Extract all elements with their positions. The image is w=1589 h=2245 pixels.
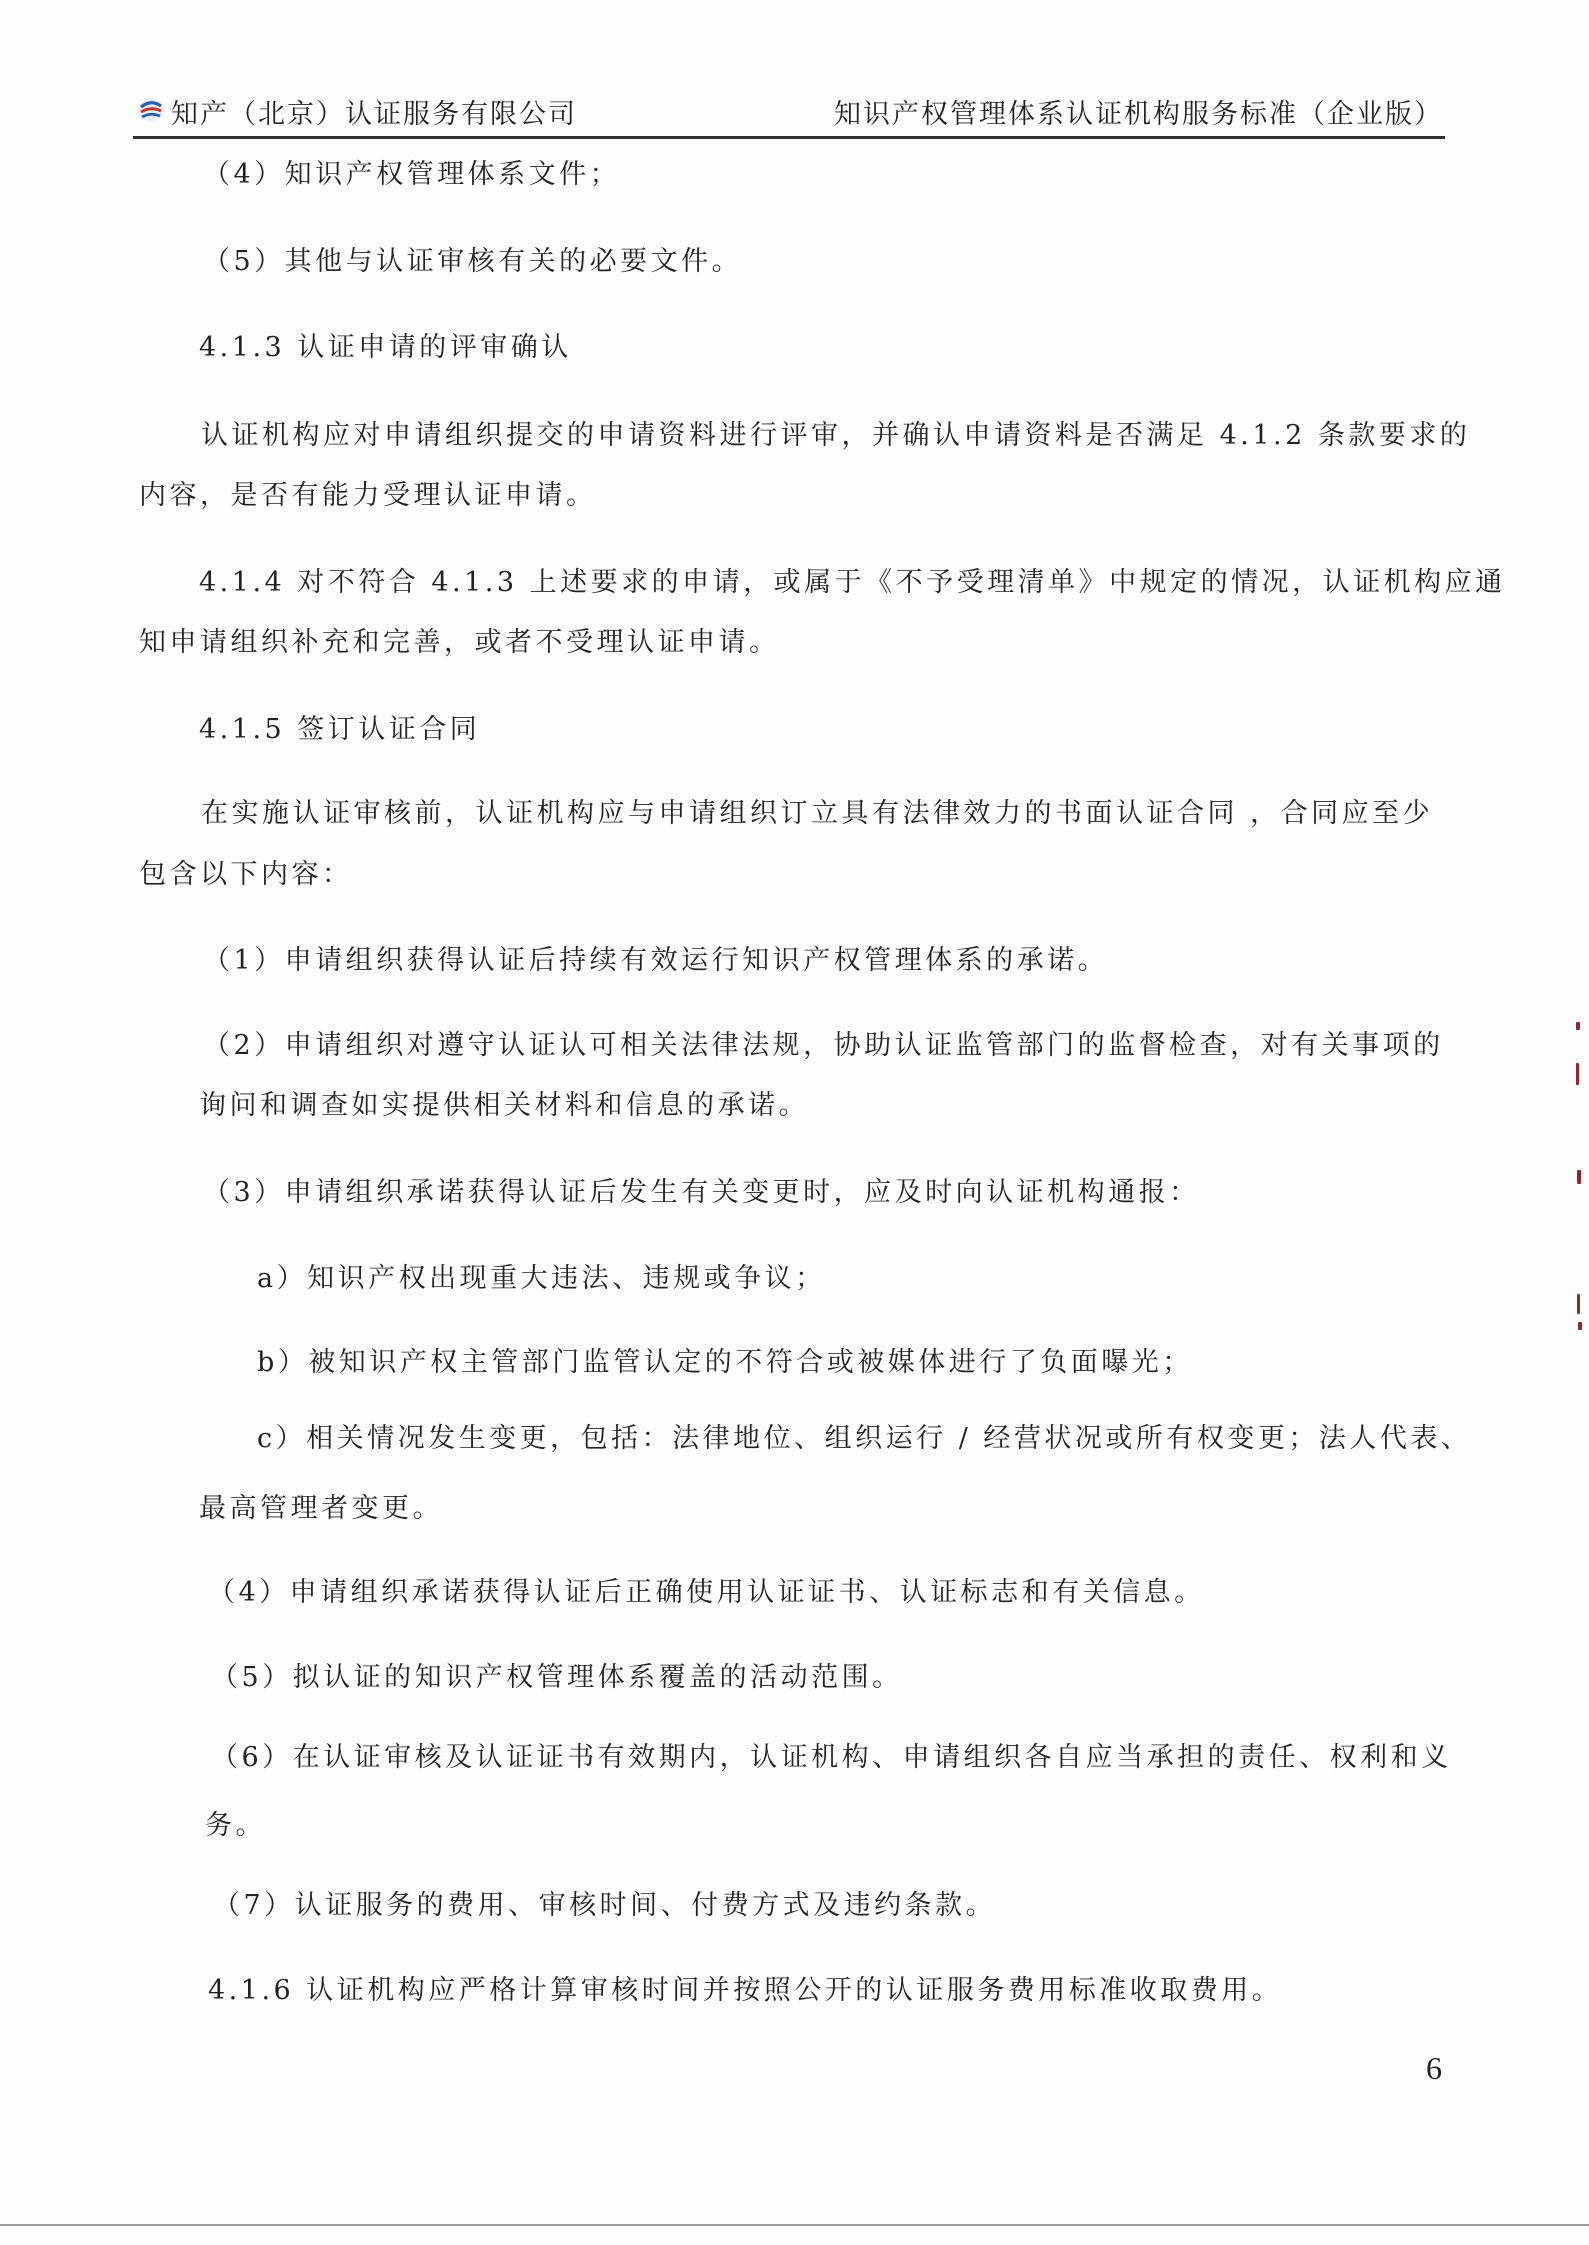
- scan-mark: [1577, 1170, 1581, 1184]
- header-divider: [133, 136, 1445, 139]
- scan-mark: [1577, 1294, 1580, 1314]
- section-4-1-6-line: 4.1.6 认证机构应严格计算审核时间并按照公开的认证服务费用标准收取费用。: [208, 1975, 1283, 2006]
- contract-item-3: （3）申请组织承诺获得认证后发生有关变更时，应及时向认证机构通报：: [203, 1177, 1200, 1208]
- paragraph-line: 在实施认证审核前，认证机构应与申请组织订立具有法律效力的书面认证合同 ，合同应至少: [201, 798, 1434, 829]
- paragraph-line: 认证机构应对申请组织提交的申请资料进行评审，并确认申请资料是否满足 4.1.2 条款要求的: [201, 420, 1471, 451]
- contract-item-4: （4）申请组织承诺获得认证后正确使用认证证书、认证标志和有关信息。: [208, 1577, 1205, 1608]
- contract-item-5: （5）拟认证的知识产权管理体系覆盖的活动范围。: [211, 1662, 903, 1693]
- section-heading-4-1-5: 4.1.5 签订认证合同: [199, 714, 481, 745]
- paragraph-line: 务。: [205, 1810, 266, 1841]
- sub-item-b: b）被知识产权主管部门监管认定的不符合或被媒体进行了负面曝光；: [257, 1347, 1193, 1378]
- scan-mark: [1576, 1022, 1580, 1030]
- company-logo-icon: [137, 96, 165, 124]
- contract-item-7: （7）认证服务的费用、审核时间、付费方式及违约条款。: [213, 1890, 997, 1921]
- list-item-4: （4）知识产权管理体系文件；: [203, 159, 621, 190]
- list-item-5: （5）其他与认证审核有关的必要文件。: [203, 246, 743, 277]
- contract-item-6: （6）在认证审核及认证证书有效期内，认证机构、申请组织各自应当承担的责任、权利和义: [211, 1742, 1452, 1773]
- section-heading-4-1-3: 4.1.3 认证申请的评审确认: [199, 332, 572, 363]
- page-header: [133, 88, 1443, 132]
- document-title: 知识产权管理体系认证机构服务标准（企业版）: [834, 99, 1443, 130]
- sub-item-a: a）知识产权出现重大违法、违规或争议；: [257, 1263, 826, 1294]
- paragraph-line: 内容，是否有能力受理认证申请。: [139, 480, 597, 511]
- company-name: 知产（北京）认证服务有限公司: [171, 99, 577, 130]
- paragraph-line: 最高管理者变更。: [199, 1493, 443, 1524]
- sub-item-c: c）相关情况发生变更，包括：法律地位、组织运行 / 经营状况或所有权变更；法人代表、: [257, 1423, 1472, 1454]
- scan-mark: [1576, 1063, 1579, 1085]
- page-number: 6: [1426, 2050, 1442, 2086]
- contract-item-2: （2）申请组织对遵守认证认可相关法律法规，协助认证监管部门的监督检查，对有关事项的: [203, 1030, 1444, 1061]
- scan-mark: [1578, 1322, 1582, 1330]
- paragraph-line: 知申请组织补充和完善，或者不受理认证申请。: [139, 627, 780, 658]
- contract-item-1: （1）申请组织获得认证后持续有效运行知识产权管理体系的承诺。: [203, 945, 1109, 976]
- scan-edge-line: [0, 2224, 1589, 2226]
- paragraph-line: 包含以下内容：: [139, 859, 353, 890]
- section-4-1-4-line: 4.1.4 对不符合 4.1.3 上述要求的申请，或属于《不予受理清单》中规定的情况，认证机构应通: [199, 567, 1506, 598]
- paragraph-line: 询问和调查如实提供相关材料和信息的承诺。: [199, 1090, 809, 1121]
